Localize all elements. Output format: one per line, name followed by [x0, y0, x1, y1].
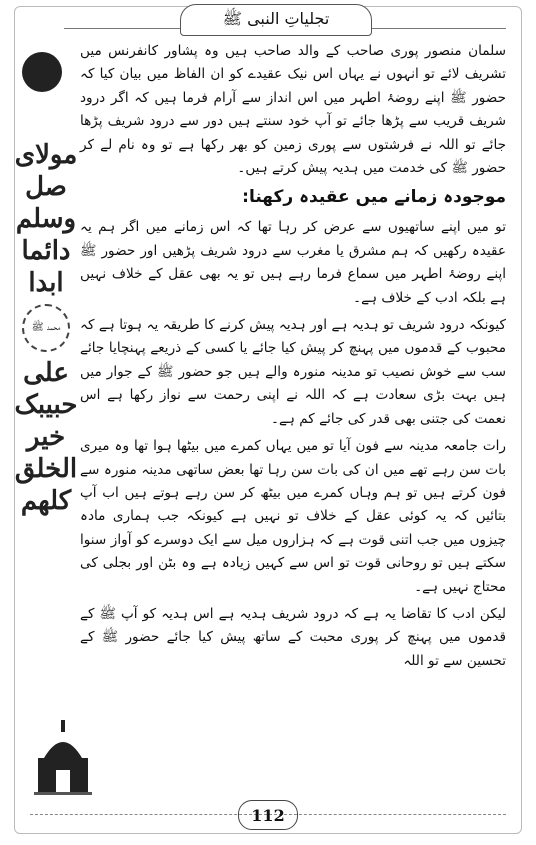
page-number	[238, 800, 298, 830]
mosque-icon	[34, 718, 92, 796]
page-body	[80, 40, 506, 677]
calligraphy-line: الخلق	[14, 454, 78, 484]
calligraphy-line: مولای	[14, 140, 78, 170]
paragraph: لیکن ادب کا تقاضا یہ ہے کہ درود شریف ہدیہ ہے اس ہدیہ کو آپ ﷺ کے قدموں میں پہنچ کر پوری محبت کے ساتھ پیش کیا جائے حضور ﷺ کے تحسین سے تو اللہ	[80, 605, 506, 669]
paragraph: تو میں اپنے ساتھیوں سے عرض کر رہا تھا کہ اس زمانے میں اگر ہم یہ عقیدہ رکھیں کہ ہم مشرق یا مغرب سے درود شریف پڑھیں اور حضور ﷺ اپنے روضۂ اطہر میں سماع فرما رہے ہیں تو یہ بھی عقل کے خلاف نہیں ہے بلکہ ادب کے خلاف ہے۔	[80, 219, 506, 306]
page-number-text: 112	[251, 805, 285, 825]
calligraphy-line: صل	[25, 172, 67, 202]
calligraphy-line: ابدا	[28, 268, 64, 298]
paragraph: رات جامعہ مدینہ سے فون آیا تو میں یہاں کمرے میں بیٹھا ہوا تھا وہ میری بات سن رہے تھے میں ان کی بات سن رہا تھا بعض ساتھی مدینہ منورہ سے فون کرتے ہیں تو ہم وہاں کمرے میں بیٹھ کر سن رہے ہوتے ہیں اب آپ بتائیں کہ یہ کوئی عقل کے خلاف تو نہیں ہے کیونکہ جب ہماری مادہ چیزوں میں جب اتنی قوت ہے کہ ہزاروں میل سے ایک دوسرے کو آواز سنوا سکتے ہیں تو روحانی قوت تو اس سے کہیں زیادہ ہے وہ بٹن اور بجلی کی محتاج نہیں ہے۔	[80, 438, 506, 595]
calligraphy-line: خیر	[26, 422, 66, 452]
section-heading: موجودہ زمانے میں عقیدہ رکھنا:	[242, 187, 506, 208]
running-header	[180, 4, 372, 36]
calligraphy-line: دائما	[21, 236, 71, 266]
calligraphy-line: وسلم	[15, 204, 77, 234]
seal-icon: محمد ﷺ	[22, 304, 70, 352]
calligraphy-line: کلھم	[20, 486, 72, 516]
calligraphy-line: علی	[23, 358, 69, 388]
paragraph: کیونکہ درود شریف تو ہدیہ ہے اور ہدیہ پیش کرنے کا طریقہ یہ ہوتا ہے کہ محبوب کے قدموں میں پہنچ کر پیش کیا جائے یا کسی کے ذریعے پہنچایا جائے سب سے خوش نصیب تو مدینہ منورہ والے ہیں جو حضور ﷺ کے جوار میں ہیں بہت بڑی سعادت ہے کہ اللہ نے اپنی رحمت سے نواز رکھا ہے اس نعمت کی جتنی بھی قدر کی جائے کم ہے۔	[80, 317, 506, 427]
corner-ornament-icon	[22, 52, 62, 92]
calligraphy-line: حبیبک	[14, 390, 78, 420]
margin-calligraphy	[14, 140, 78, 570]
paragraph: سلمان منصور پوری صاحب کے والد صاحب ہیں وہ پشاور کانفرنس میں تشریف لائے تو انہوں نے یہاں اس نیک عقیدے کو ان الفاظ میں بیان کیا کہ حضور ﷺ اپنے روضۂ اطہر میں اس انداز سے آرام فرما ہیں کہ اگر درود شریف قریب سے پڑھا جائے تو آپ خود سنتے ہیں دور سے درود شریف پڑھا جائے تو اللہ نے فرشتوں سے پوری زمین کو بھر رکھا ہے تو وہ نام لے کر حضور ﷺ کی خدمت میں ہدیہ پیش کرتے ہیں۔	[80, 43, 506, 177]
book-title: تجلیاتِ النبی ﷺ	[222, 8, 330, 28]
